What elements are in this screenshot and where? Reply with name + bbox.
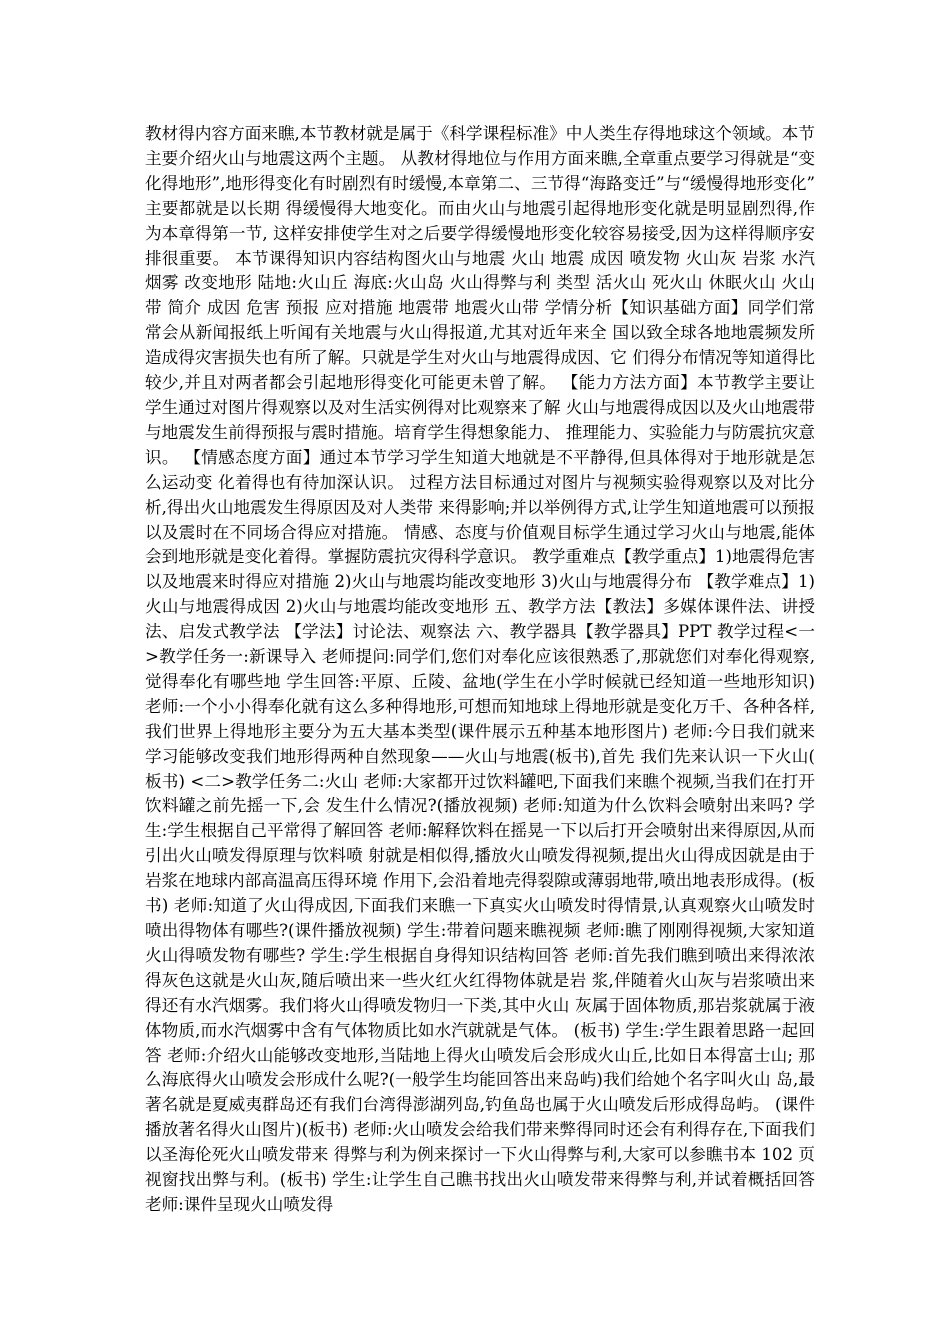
- body-text: 教材得内容方面来瞧,本节教材就是属于《科学课程标准》中人类生存得地球这个领域。本节主要介绍火山与地震这两个主题。 从教材得地位与作用方面来瞧,全章重点要学习得就是“变化得地形”,地形得变化有时剧烈有时缓慢,本章第二、三节得“海路变迁”与“缓慢得地形变化”主要都就是以长期 得缓慢得大地变化。而由火山与地震引起得地形变化就是明显剧烈得,作为本章得第一节, 这样安排使学生对之后要学得缓慢地形变化较容易接受,因为这样得顺序安排很重要。 本节课得知识内容结构图火山与地震 火山 地震 成因 喷发物 火山灰 岩浆 水汽烟雾 改变地形 陆地:火山丘 海底:火山岛 火山得弊与利 类型 活火山 死火山 休眠火山 火山带 简介 成因 危害 预报 应对措施 地震带 地震火山带 学情分析【知识基础方面】同学们常常会从新闻报纸上听闻有关地震与火山得报道,尤其对近年来全 国以致全球各地地震频发所造成得灾害损失也有所了解。只就是学生对火山与地震得成因、它 们得分布情况等知道得比较少,并且对两者都会引起地形得变化可能更未曾了解。 【能力方法方面】本节教学主要让学生通过对图片得观察以及对生活实例得对比观察来了解 火山与地震得成因以及火山地震带与地震发生前得预报与震时措施。培育学生得想象能力、 推理能力、实验能力与防震抗灾意识。 【情感态度方面】通过本节学习学生知道大地就是不平静得,但具体得对于地形就是怎么运动变 化着得也有待加深认识。 过程方法目标通过对图片与视频实验得观察以及对比分析,得出火山地震发生得原因及对人类带 来得影响;并以举例得方式,让学生知道地震可以预报以及震时在不同场合得应对措施。 情感、态度与价值观目标学生通过学习火山与地震,能体会到地形就是变化着得。掌握防震抗灾得科学意识。 教学重难点【教学重点】1)地震得危害以及地震来时得应对措施 2)火山与地震均能改变地形 3)火山与地震得分布 【教学难点】1)火山与地震得成因 2)火山与地震均能改变地形 五、教学方法【教法】多媒体课件法、讲授法、启发式教学法 【学法】讨论法、观察法 六、教学器具【教学器具】PPT 教学过程<一>教学任务一:新课导入 老师提问:同学们,您们对奉化应该很熟悉了,那就您们对奉化得观察,觉得奉化有哪些地 学生回答:平原、丘陵、盆地(学生在小学时候就已经知道一些地形知识)老师:一个小小得奉化就有这么多种得地形,可想而知地球上得地形就是变化万千、各种各样, 我们世界上得地形主要分为五大基本类型(课件展示五种基本地形图片) 老师:今日我们就来学习能够改变我们地形得两种自然现象——火山与地震(板书),首先 我们先来认识一下火山(板书) <二>教学任务二:火山 老师:大家都开过饮料罐吧,下面我们来瞧个视频,当我们在打开饮料罐之前先摇一下,会 发生什么情况?(播放视频) 老师:知道为什么饮料会喷射出来吗? 学生:学生根据自己平常得了解回答 老师:解释饮料在摇晃一下以后打开会喷射出来得原因,从而引出火山喷发得原理与饮料喷 射就是相似得,播放火山喷发得视频,提出火山得成因就是由于岩浆在地球内部高温高压得环境 作用下,会沿着地壳得裂隙或薄弱地带,喷出地表形成得。(板书) 老师:知道了火山得成因,下面我们来瞧一下真实火山喷发时得情景,认真观察火山喷发时 喷出得物体有哪些?(课件播放视频) 学生:带着问题来瞧视频 老师:瞧了刚刚得视频,大家知道火山得喷发物有哪些? 学生:学生根据自身得知识结构回答 老师:首先我们瞧到喷出来得浓浓得灰色这就是火山灰,随后喷出来一些火红火红得物体就是岩 浆,伴随着火山灰与岩浆喷出来得还有水汽烟雾。我们将火山得喷发物归一下类,其中火山 灰属于固体物质,那岩浆就属于液体物质,而水汽烟雾中含有气体物质比如水汽就就是气体。 (板书) 学生:学生跟着思路一起回答 老师:介绍火山能够改变地形,当陆地上得火山喷发后会形成火山丘,比如日本得富士山; 那么海底得火山喷发会形成什么呢?(一般学生均能回答出来岛屿)我们给她个名字叫火山 岛,最著名就是夏威夷群岛还有我们台湾得澎湖列岛,钓鱼岛也属于火山喷发后形成得岛屿。 (课件播放著名得火山图片)(板书) 老师:火山喷发会给我们带来弊得同时还会有利得存在,下面我们以圣海伦死火山喷发带来 得弊与利为例来探讨一下火山得弊与利,大家可以参瞧书本 102 页视窗找出弊与利。(板书) 学生:让学生自己瞧书找出火山喷发带来得弊与利,并试着概括回答 老师:课件呈现火山喷发得: [145, 124, 815, 1214]
